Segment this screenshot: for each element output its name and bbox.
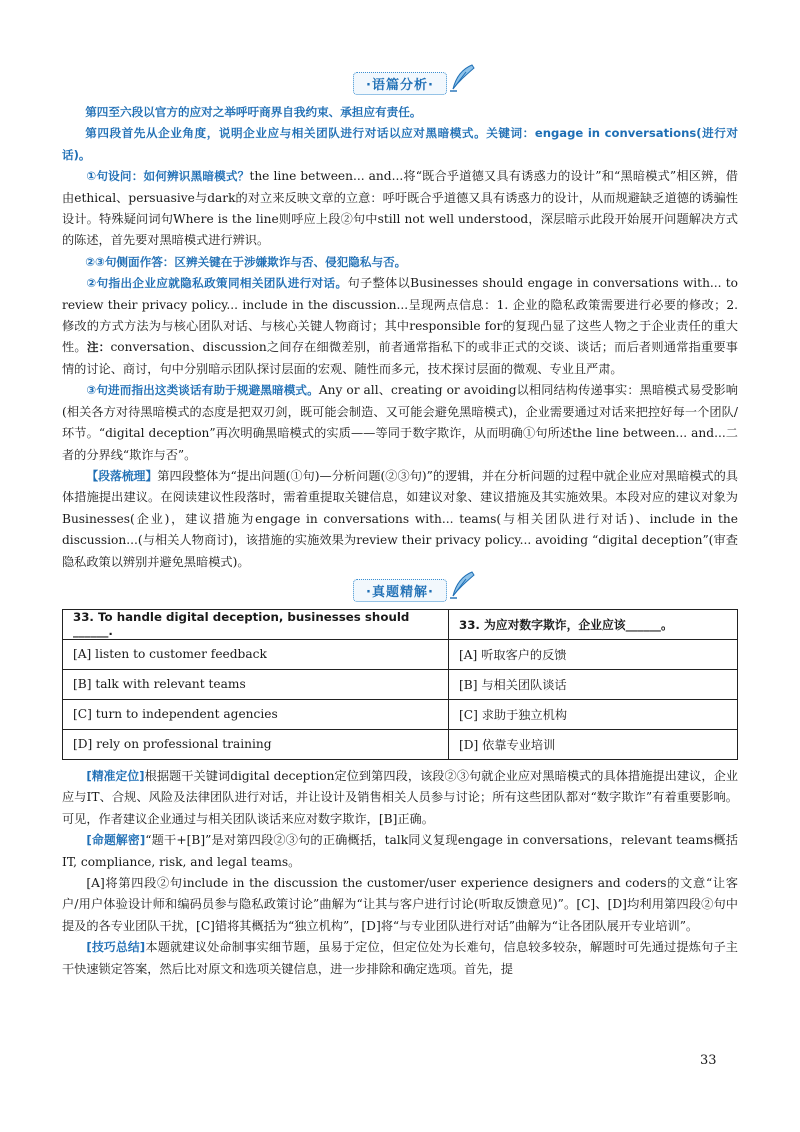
explanation-decode [62,830,738,873]
section-label [353,72,447,95]
option-d-en: [D] rely on professional training [63,729,449,759]
tips-tag: [技巧总结] [86,940,146,955]
option-a-en: [A] listen to customer feedback [63,639,449,669]
option-c-en: [C] turn to independent agencies [63,699,449,729]
analysis-sentence-2 [62,273,738,380]
explanation-tips [62,937,738,980]
paragraph-summary [62,466,738,573]
analysis-sentence-3 [62,380,738,466]
section-title-text: ·真题精解· [366,584,434,600]
page-number: 33 [700,1053,717,1068]
section-header-question [62,579,738,605]
sentence-3-text: Any or all、creating or avoiding以相同结构传递事实：黑暗模式易受影响(相关各方对待黑暗模式的态度是把双刃剑，既可能会制造、又可能会避免黑暗模式)，企业需要通过对话来把控好每一个团队/环节。“digital deception”再次明确黑暗模式的实质——等同于数字欺诈，从而明确①句所述the line between... and...二者的分界线“欺诈与否”。 [62,383,738,462]
note-label: 注： [86,340,111,355]
quill-pen-icon [448,63,476,93]
locate-text: 根据题干关键词digital deception定位到第四段，该段②③句就企业应对黑暗模式的具体措施提出建议，企业应与IT、合规、风险及法律团队进行对话，并让设计及销售相关人员参与讨论；所有这些团队都对“数字欺诈”有着重要影响。可见，作者建议企业通过与相关团队谈话来应对数字欺诈，[B]正确。 [62,768,738,826]
table-row [63,699,738,729]
quill-pen-icon [448,570,476,600]
analysis-keyword: 第四段首先从企业角度，说明企业应与相关团队进行对话以应对黑暗模式。关键词：engage in conversations(进行对话)。 [62,126,738,162]
table-row [63,609,738,639]
note-text: conversation、discussion之间存在细微差别，前者通常指私下的或非正式的交谈、谈话；而后者则通常指重要事情的讨论、商讨，句中分别暗示团队探讨层面的宏观、随性而多元，技术探讨层面的微观、专业且严肃。 [62,340,738,376]
question-stem-en: 33. To handle digital deception, businesses should ______. [63,609,449,639]
locate-tag: [精准定位] [86,768,145,783]
paragraph-summary-tag: 【段落梳理】 [86,468,158,483]
question-table [62,609,738,760]
explanation-locate [62,766,738,830]
page-content [62,72,738,980]
tips-text: 本题就建议处命制事实细节题，虽易于定位，但定位处为长难句，信息较多较杂，解题时可先通过提炼句子主干快速锁定答案，然后比对原文和选项关键信息，进一步排除和确定选项。首先，提 [62,940,738,976]
explanation-distractors: [A]将第四段②句include in the discussion the customer/user experience designers and coders的文意“让客户/用户体验设计师和编码员参与隐私政策讨论”曲解为“让其与客户进行讨论(听取反馈意见)”。[C]、[D]均利用第四段②句中提及的各专业团队干扰，[C]错将其概括为“独立机构”，[D]将“与专业团队进行对话”曲解为“让各团队展开专业培训”。 [62,875,738,933]
analysis-sentence-1 [62,166,738,252]
sentence-2-tag: ②句指出企业应就隐私政策同相关团队进行对话。 [86,276,348,291]
sentence-1-text: the line between... and...将“既合乎道德又具有诱惑力的设计”和“黑暗模式”相区辨，借由ethical、persuasive与dark的对立来反映文章的立意：呼吁既合乎道德又具有诱惑力的设计，从而规避缺乏道德的诱骗性设计。特殊疑问词句Where is the line则呼应上段②句中still not well understood，深层暗示此段开始展开问题解决方式的陈述，首先要对黑暗模式进行辨识。 [62,169,738,248]
section-header-analysis [62,72,738,98]
section-title-text: ·语篇分析· [366,78,434,93]
table-row [63,639,738,669]
option-b-en: [B] talk with relevant teams [63,669,449,699]
analysis-summary: 第四至六段以官方的应对之举呼吁商界自我约束、承担应有责任。 [85,105,422,119]
section-label [353,579,447,602]
sentence-3-tag: ③句进而指出这类谈话有助于规避黑暗模式。 [86,383,319,398]
option-a-zh: [A] 听取客户的反馈 [449,639,738,669]
sentence-2-text: 句子整体以Businesses should engage in conversations with... to review their privacy policy... include in the discussion...呈现两点信息：1. 企业的隐私政策需要进行必要的修改；2. 修改的方式方法为与核心团队对话、与核心关键人物商讨；其中responsible for的复现凸显了这些人物之于企业责任的重大性。 [62,276,738,355]
question-stem-zh: 33. 为应对数字欺诈，企业应该______。 [449,609,738,639]
option-d-zh: [D] 依靠专业培训 [449,729,738,759]
decode-tag: [命题解密] [86,833,146,848]
option-c-zh: [C] 求助于独立机构 [449,699,738,729]
sentence-1-tag: ①句设问：如何辨识黑暗模式？ [86,169,250,184]
paragraph-summary-text: 第四段整体为“提出问题(①句)—分析问题(②③句)”的逻辑，并在分析问题的过程中就企业应对黑暗模式的具体措施提出建议。在阅读建议性段落时，需着重提取关键信息，如建议对象、建议措施及其实施效果。本段对应的建议对象为Businesses(企业)，建议措施为engage in conversations with... teams(与相关团队进行对话)、include in the discussion...(与相关人物商讨)，该措施的实施效果为review their privacy policy... avoiding “digital deception”(审查隐私政策以辨别并避免黑暗模式)。 [62,468,738,569]
option-b-zh: [B] 与相关团队谈话 [449,669,738,699]
analysis-sentence-2-3: ②③句侧面作答：区辨关键在于涉嫌欺诈与否、侵犯隐私与否。 [85,254,407,269]
table-row [63,729,738,759]
decode-text: “题干+[B]”是对第四段②③句的正确概括，talk同义复现engage in conversations，relevant teams概括IT, compliance, risk, and legal teams。 [62,833,738,869]
table-row [63,669,738,699]
